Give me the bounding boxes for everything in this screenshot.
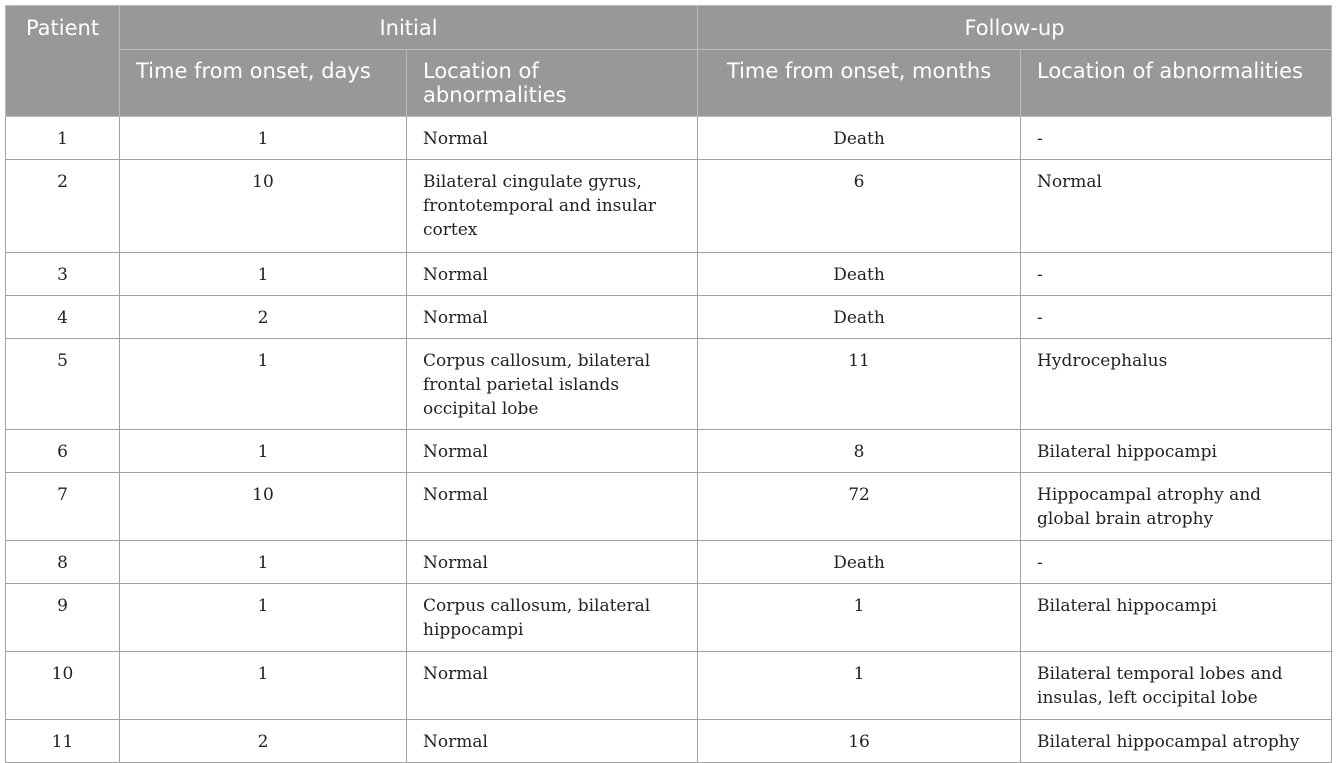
header-follow-up-group: Follow-up xyxy=(698,6,1332,50)
cell-follow-months: 72 xyxy=(698,473,1021,541)
table-row xyxy=(6,720,1332,763)
cell-patient: 8 xyxy=(6,541,120,584)
cell-patient: 5 xyxy=(6,339,120,430)
cell-initial-days: 2 xyxy=(120,720,407,763)
cell-initial-days: 1 xyxy=(120,541,407,584)
header-patient: Patient xyxy=(6,6,120,117)
cell-patient: 2 xyxy=(6,160,120,253)
cell-initial-location: Normal xyxy=(407,720,698,763)
cell-follow-location: - xyxy=(1021,541,1332,584)
header-initial-time: Time from onset, days xyxy=(120,50,407,117)
cell-follow-location: - xyxy=(1021,253,1332,296)
cell-follow-location: Normal xyxy=(1021,160,1332,253)
header-row-groups xyxy=(6,6,1332,50)
cell-follow-location: Bilateral hippocampi xyxy=(1021,430,1332,473)
cell-follow-months: Death xyxy=(698,296,1021,339)
cell-initial-days: 2 xyxy=(120,296,407,339)
table-row xyxy=(6,652,1332,720)
cell-follow-months: 8 xyxy=(698,430,1021,473)
cell-follow-months: 1 xyxy=(698,584,1021,652)
table-header xyxy=(6,6,1332,117)
cell-initial-location: Corpus callosum, bilateral hippocampi xyxy=(407,584,698,652)
cell-initial-location: Normal xyxy=(407,652,698,720)
cell-initial-days: 1 xyxy=(120,253,407,296)
table-row xyxy=(6,430,1332,473)
cell-initial-location: Normal xyxy=(407,117,698,160)
cell-patient: 9 xyxy=(6,584,120,652)
cell-initial-location: Normal xyxy=(407,473,698,541)
cell-follow-location: - xyxy=(1021,117,1332,160)
cell-initial-location: Corpus callosum, bilateral frontal parietal islands occipital lobe xyxy=(407,339,698,430)
patient-imaging-table-container xyxy=(5,5,1331,763)
table-row xyxy=(6,339,1332,430)
cell-follow-months: Death xyxy=(698,117,1021,160)
cell-initial-location: Normal xyxy=(407,253,698,296)
patient-imaging-table xyxy=(5,5,1332,763)
table-row xyxy=(6,541,1332,584)
cell-follow-location: Bilateral hippocampi xyxy=(1021,584,1332,652)
cell-patient: 4 xyxy=(6,296,120,339)
table-body xyxy=(6,117,1332,763)
cell-patient: 11 xyxy=(6,720,120,763)
cell-initial-location: Bilateral cingulate gyrus, frontotemporal and insular cortex xyxy=(407,160,698,253)
cell-initial-days: 1 xyxy=(120,339,407,430)
cell-initial-location: Normal xyxy=(407,430,698,473)
cell-follow-location: Bilateral hippocampal atrophy xyxy=(1021,720,1332,763)
header-row-columns xyxy=(6,50,1332,117)
header-initial-location: Location of abnormalities xyxy=(407,50,698,117)
cell-follow-months: 16 xyxy=(698,720,1021,763)
cell-follow-location: Bilateral temporal lobes and insulas, left occipital lobe xyxy=(1021,652,1332,720)
cell-initial-days: 10 xyxy=(120,160,407,253)
table-row xyxy=(6,584,1332,652)
cell-follow-location: Hippocampal atrophy and global brain atrophy xyxy=(1021,473,1332,541)
cell-follow-location: - xyxy=(1021,296,1332,339)
table-row xyxy=(6,253,1332,296)
cell-follow-location: Hydrocephalus xyxy=(1021,339,1332,430)
cell-patient: 10 xyxy=(6,652,120,720)
cell-patient: 6 xyxy=(6,430,120,473)
cell-initial-location: Normal xyxy=(407,296,698,339)
header-initial-group: Initial xyxy=(120,6,698,50)
cell-follow-months: Death xyxy=(698,253,1021,296)
cell-follow-months: 11 xyxy=(698,339,1021,430)
cell-follow-months: 6 xyxy=(698,160,1021,253)
header-follow-location: Location of abnormalities xyxy=(1021,50,1332,117)
cell-initial-days: 1 xyxy=(120,117,407,160)
header-follow-time: Time from onset, months xyxy=(698,50,1021,117)
cell-initial-days: 1 xyxy=(120,652,407,720)
cell-patient: 1 xyxy=(6,117,120,160)
cell-patient: 3 xyxy=(6,253,120,296)
cell-initial-days: 10 xyxy=(120,473,407,541)
table-row xyxy=(6,296,1332,339)
cell-patient: 7 xyxy=(6,473,120,541)
cell-follow-months: Death xyxy=(698,541,1021,584)
cell-follow-months: 1 xyxy=(698,652,1021,720)
table-row xyxy=(6,473,1332,541)
cell-initial-location: Normal xyxy=(407,541,698,584)
cell-initial-days: 1 xyxy=(120,584,407,652)
table-row xyxy=(6,117,1332,160)
table-row xyxy=(6,160,1332,253)
cell-initial-days: 1 xyxy=(120,430,407,473)
